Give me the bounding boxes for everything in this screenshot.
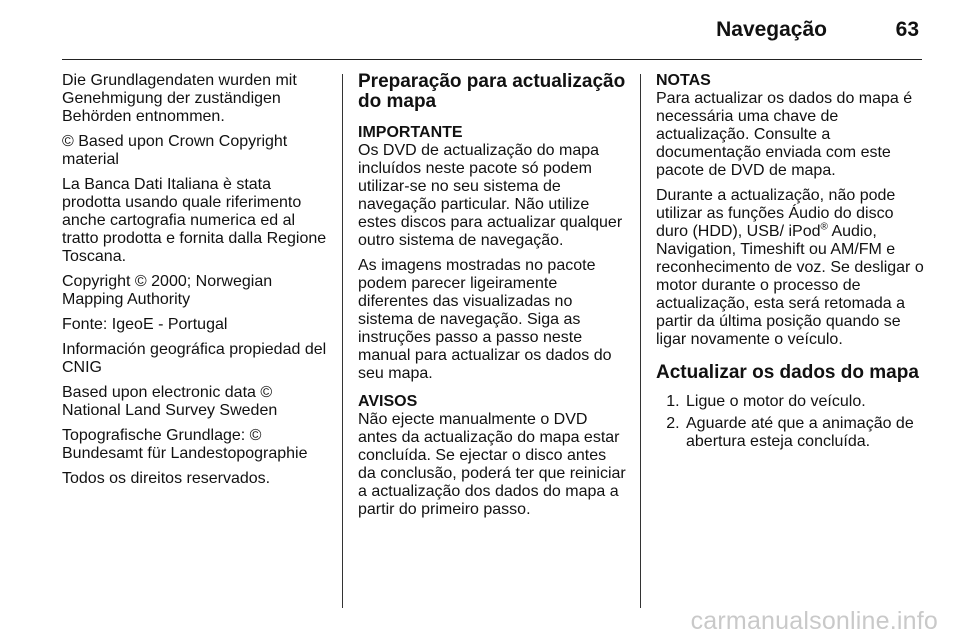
column-preparation	[358, 72, 626, 526]
paragraph: Información geográfica propiedad del CNIG	[62, 341, 327, 376]
paragraph: Todos os direitos reservados.	[62, 470, 271, 487]
paragraph: Fonte: IgeoE - Portugal	[62, 316, 228, 333]
steps-list	[656, 393, 924, 451]
page-header	[62, 14, 922, 60]
section-title: Navegação	[716, 18, 827, 41]
paragraph: Die Grundlagendaten wurden mit Genehmigung der zuständigen Behörden entnommen.	[62, 72, 297, 125]
paragraph: Topografische Grundlage: © Bundesamt für Landestopographie	[62, 427, 308, 462]
warnings-label: AVISOS	[358, 393, 418, 410]
paragraph	[656, 187, 924, 349]
paragraph: As imagens mostradas no pacote podem parecer ligeiramente diferentes das visualizadas no sistema de navegação. Siga as instruções passo a passo neste manual para actualizar os dados do seu mapa.	[358, 257, 612, 382]
text-run: Durante a actualização, não pode utilizar as funções Áudio do disco duro (HDD), USB/ iPod	[656, 187, 896, 240]
paragraph: Para actualizar os dados do mapa é necessária uma chave de actualização. Consulte a documentação enviada com este pacote de DVD de mapa.	[656, 90, 913, 179]
notes-label: NOTAS	[656, 72, 711, 89]
watermark: carmanualsonline.info	[690, 607, 938, 635]
important-label: IMPORTANTE	[358, 124, 463, 141]
list-item: 1. Ligue o motor do veículo.	[684, 393, 924, 411]
page-number: 63	[895, 18, 919, 41]
list-item: 2. Aguarde até que a animação de abertura esteja concluída.	[684, 415, 924, 451]
paragraph: Não ejecte manualmente o DVD antes da actualização do mapa estar concluída. Se ejectar o disco antes da conclusão, poderá ter que reiniciar a actualização dos dados do mapa a partir do primeiro passo.	[358, 411, 626, 518]
paragraph: Based upon electronic data © National Land Survey Sweden	[62, 384, 278, 419]
section-heading: Actualizar os dados do mapa	[656, 362, 919, 383]
column-divider	[342, 74, 343, 608]
column-divider	[640, 74, 641, 608]
paragraph: Os DVD de actualização do mapa incluídos neste pacote só podem utilizar-se no seu sistema de navegação particular. Não utilize estes discos para actualizar qualquer outro sistema de navegação.	[358, 142, 623, 249]
section-heading: Preparação para actualização do mapa	[358, 71, 626, 112]
text-run: Audio, Navigation, Timeshift ou AM/FM e reconhecimento de voz. Se desligar o motor durante o processo de actualização, esta será retomada a partir da última posição quando se ligar novamente o veículo.	[656, 223, 924, 348]
column-update	[656, 72, 924, 455]
paragraph: Copyright © 2000; Norwegian Mapping Authority	[62, 273, 273, 308]
column-copyrights	[62, 72, 327, 495]
registered-mark: ®	[820, 221, 828, 233]
header-rule	[62, 59, 922, 60]
paragraph: La Banca Dati Italiana è stata prodotta usando quale riferimento anche cartografia numerica ed al tratto prodotta e fornita dalla Regione Toscana.	[62, 176, 327, 265]
paragraph: © Based upon Crown Copyright material	[62, 133, 288, 168]
